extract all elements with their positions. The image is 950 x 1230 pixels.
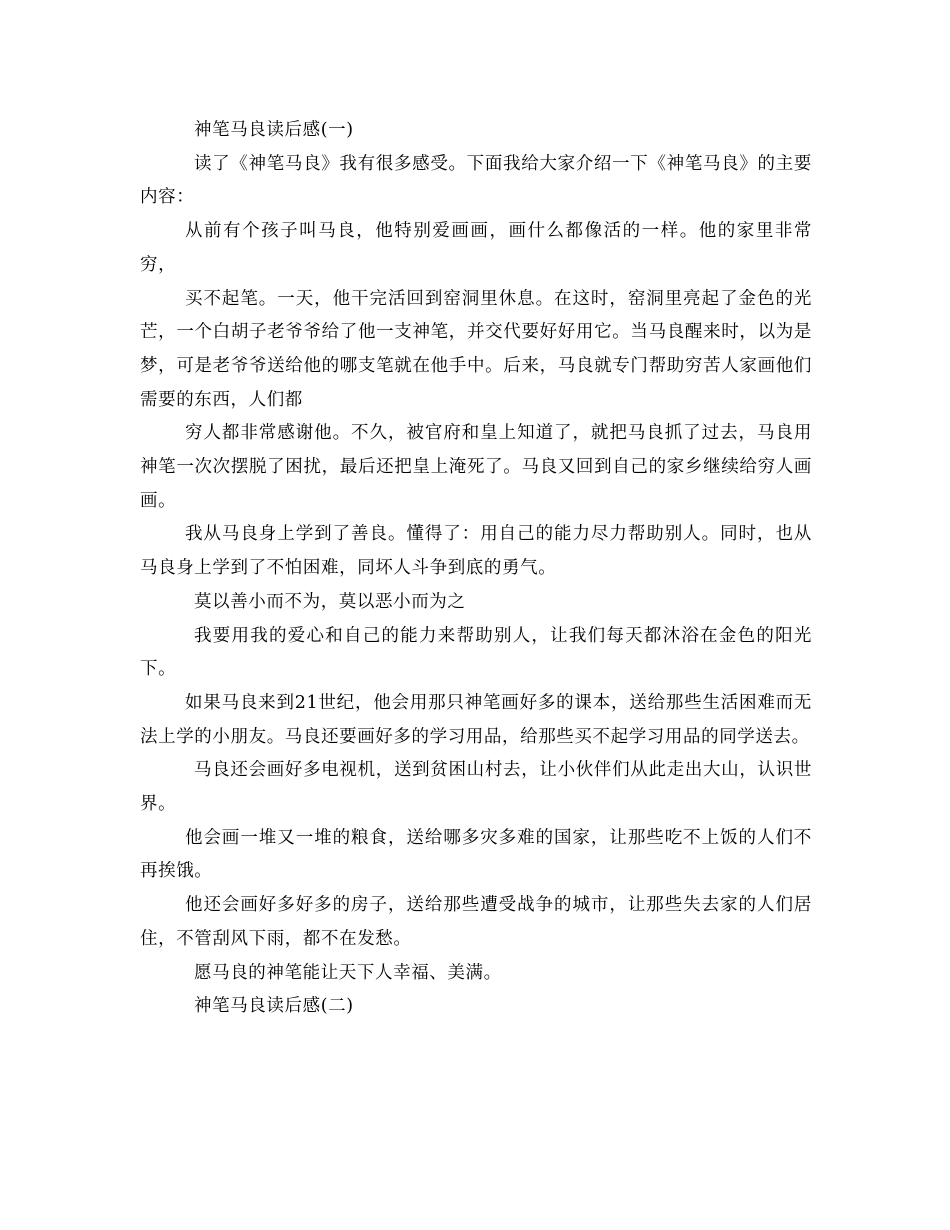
section-heading-2: 神笔马良读后感(二)	[194, 996, 354, 1017]
paragraph-proverb: 莫以善小而不为，莫以恶小而为之	[194, 591, 466, 612]
paragraph-story-start: 从前有个孩子叫马良，他特别爱画画，画什么都像活的一样。他的家里非常穷，	[140, 221, 812, 275]
paragraph-food: 他会画一堆又一堆的粮食，送给哪多灾多难的国家，让那些吃不上饭的人们不再挨饿。	[140, 827, 812, 882]
document-body	[140, 114, 812, 1024]
paragraph-21st-century: 如果马良来到21世纪，他会用那只神笔画好多的课本，送给那些生活困难而无法上学的小朋友。马良还要画好多的学习用品，给那些买不起学习用品的同学送去。	[140, 692, 812, 747]
paragraph-lesson: 我从马良身上学到了善良。懂得了：用自己的能力尽力帮助别人。同时，也从马良身上学到了不怕困难，同坏人斗争到底的勇气。	[140, 524, 812, 579]
paragraph-houses: 他还会画好多好多的房子，送给那些遭受战争的城市，让那些失去家的人们居住，不管刮风下雨，都不在发愁。	[140, 895, 812, 949]
paragraph-wish: 愿马良的神笔能让天下人幸福、美满。	[194, 962, 502, 983]
paragraph-magic-brush: 买不起笔。一天，他干完活回到窑洞里休息。在这时，窑洞里亮起了金色的光芒，一个白胡子老爷爷给了他一支神笔，并交代要好好用它。当马良醒来时，以为是梦，可是老爷爷送给他的哪支笔就在他手中。后来，马良就专门帮助穷苦人家画他们需要的东西，人们都	[140, 288, 812, 410]
paragraph-televisions: 马良还会画好多电视机，送到贫困山村去，让小伙伴们从此走出大山，认识世界。	[140, 760, 812, 815]
paragraph-help-others: 我要用我的爱心和自己的能力来帮助别人，让我们每天都沐浴在金色的阳光下。	[140, 625, 812, 680]
section-heading-1: 神笔马良读后感(一)	[194, 120, 354, 140]
paragraph-emperor: 穷人都非常感谢他。不久，被官府和皇上知道了，就把马良抓了过去，马良用神笔一次次摆脱了困扰，最后还把皇上淹死了。马良又回到自己的家乡继续给穷人画画。	[140, 423, 812, 511]
paragraph-intro: 读了《神笔马良》我有很多感受。下面我给大家介绍一下《神笔马良》的主要内容：	[140, 153, 812, 208]
